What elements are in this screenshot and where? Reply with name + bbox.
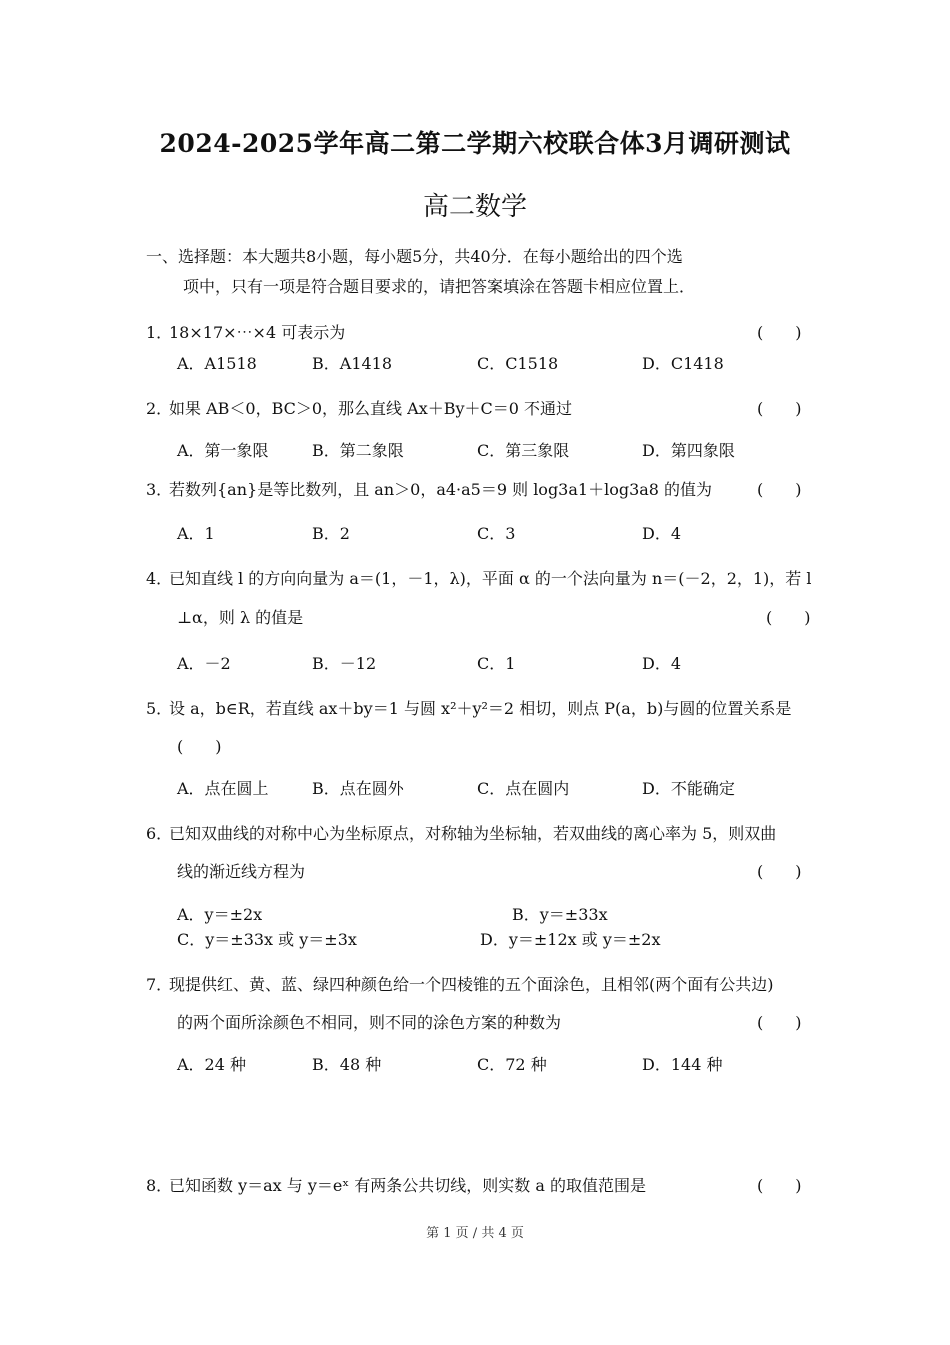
question-6-stem-line1: 已知双曲线的对称中心为坐标原点，对称轴为坐标轴，若双曲线的离心率为 5，则双曲 <box>169 824 777 843</box>
question-5-option-c: C．点在圆内 <box>477 779 570 798</box>
question-1-option-c: C．C1518 <box>477 354 559 373</box>
question-3-option-c: C．3 <box>477 524 516 543</box>
question-1-answer-paren: ( ) <box>757 323 802 342</box>
question-2-option-c: C．第三象限 <box>477 441 570 460</box>
question-6-option-c: C．y＝±33x 或 y＝±3x <box>177 930 357 949</box>
exam-title: 2024-2025学年高二第二学期六校联合体3月调研测试 <box>159 129 791 158</box>
question-6-option-a: A．y＝±2x <box>177 905 263 924</box>
question-7-answer-paren: ( ) <box>757 1013 802 1032</box>
question-7-option-c: C．72 种 <box>477 1055 547 1074</box>
question-2-option-a: A．第一象限 <box>177 441 269 460</box>
question-2-option-b: B．第二象限 <box>312 441 404 460</box>
question-8-stem: 已知函数 y＝ax 与 y＝eˣ 有两条公共切线，则实数 a 的取值范围是 <box>169 1176 646 1195</box>
question-5-number: 5． <box>146 699 173 718</box>
question-3-stem: 若数列{an}是等比数列，且 an＞0，a4·a5＝9 则 log3a1＋log3a8 的值为 <box>169 480 713 499</box>
question-4-option-b: B．－12 <box>312 654 377 673</box>
question-1-option-d: D．C1418 <box>642 354 724 373</box>
question-8-number: 8． <box>146 1176 173 1195</box>
question-5-option-d: D．不能确定 <box>642 779 735 798</box>
section-heading-line2: 项中，只有一项是符合题目要求的，请把答案填涂在答题卡相应位置上． <box>183 277 696 296</box>
question-6-number: 6． <box>146 824 173 843</box>
question-3-number: 3． <box>146 480 173 499</box>
question-4-option-a: A．－2 <box>177 654 231 673</box>
question-7-option-b: B．48 种 <box>312 1055 382 1074</box>
question-5-stem: 设 a，b∈R，若直线 ax＋by＝1 与圆 x²＋y²＝2 相切，则点 P(a，b)与圆的位置关系是 <box>169 699 792 718</box>
question-5-option-a: A．点在圆上 <box>177 779 269 798</box>
question-3-answer-paren: ( ) <box>757 480 802 499</box>
question-1-stem: 18×17×⋯×4 可表示为 <box>169 323 346 342</box>
subject-title: 高二数学 <box>422 192 528 222</box>
question-2-number: 2． <box>146 399 173 418</box>
question-1-option-a: A．A1518 <box>177 354 257 373</box>
question-7-stem-line1: 现提供红、黄、蓝、绿四种颜色给一个四棱锥的五个面涂色，且相邻(两个面有公共边) <box>169 975 774 994</box>
question-1-option-b: B．A1418 <box>312 354 393 373</box>
question-3-option-a: A．1 <box>177 524 215 543</box>
question-4-number: 4． <box>146 569 173 588</box>
question-4-stem-line2: ⊥α，则 λ 的值是 <box>177 608 304 627</box>
question-3-option-d: D．4 <box>642 524 682 543</box>
question-5-option-b: B．点在圆外 <box>312 779 404 798</box>
question-7-stem-line2: 的两个面所涂颜色不相同，则不同的涂色方案的种数为 <box>177 1013 562 1032</box>
question-2-stem: 如果 AB＜0，BC＞0，那么直线 Ax＋By＋C＝0 不通过 <box>169 399 573 418</box>
question-6-option-d: D．y＝±12x 或 y＝±2x <box>480 930 661 949</box>
question-4-option-d: D．4 <box>642 654 682 673</box>
question-2-option-d: D．第四象限 <box>642 441 735 460</box>
question-3-option-b: B．2 <box>312 524 350 543</box>
question-7-number: 7． <box>146 975 173 994</box>
question-8-answer-paren: ( ) <box>757 1176 802 1195</box>
question-6-option-b: B．y＝±33x <box>512 905 608 924</box>
page-footer: 第 1 页 / 共 4 页 <box>426 1226 524 1241</box>
question-1-number: 1． <box>146 323 173 342</box>
question-4-answer-paren: ( ) <box>766 608 811 627</box>
section-heading-line1: 一、选择题：本大题共8小题，每小题5分，共40分．在每小题给出的四个选 <box>146 247 683 266</box>
question-7-option-a: A．24 种 <box>177 1055 247 1074</box>
question-5-answer-paren: ( ) <box>177 737 222 756</box>
question-6-stem-line2: 线的渐近线方程为 <box>177 862 306 881</box>
question-2-answer-paren: ( ) <box>757 399 802 418</box>
question-4-option-c: C．1 <box>477 654 516 673</box>
question-6-answer-paren: ( ) <box>757 862 802 881</box>
question-4-stem-line1: 已知直线 l 的方向向量为 a＝(1，－1，λ)，平面 α 的一个法向量为 n＝(－2，2，1)，若 l <box>169 569 812 588</box>
question-7-option-d: D．144 种 <box>642 1055 723 1074</box>
